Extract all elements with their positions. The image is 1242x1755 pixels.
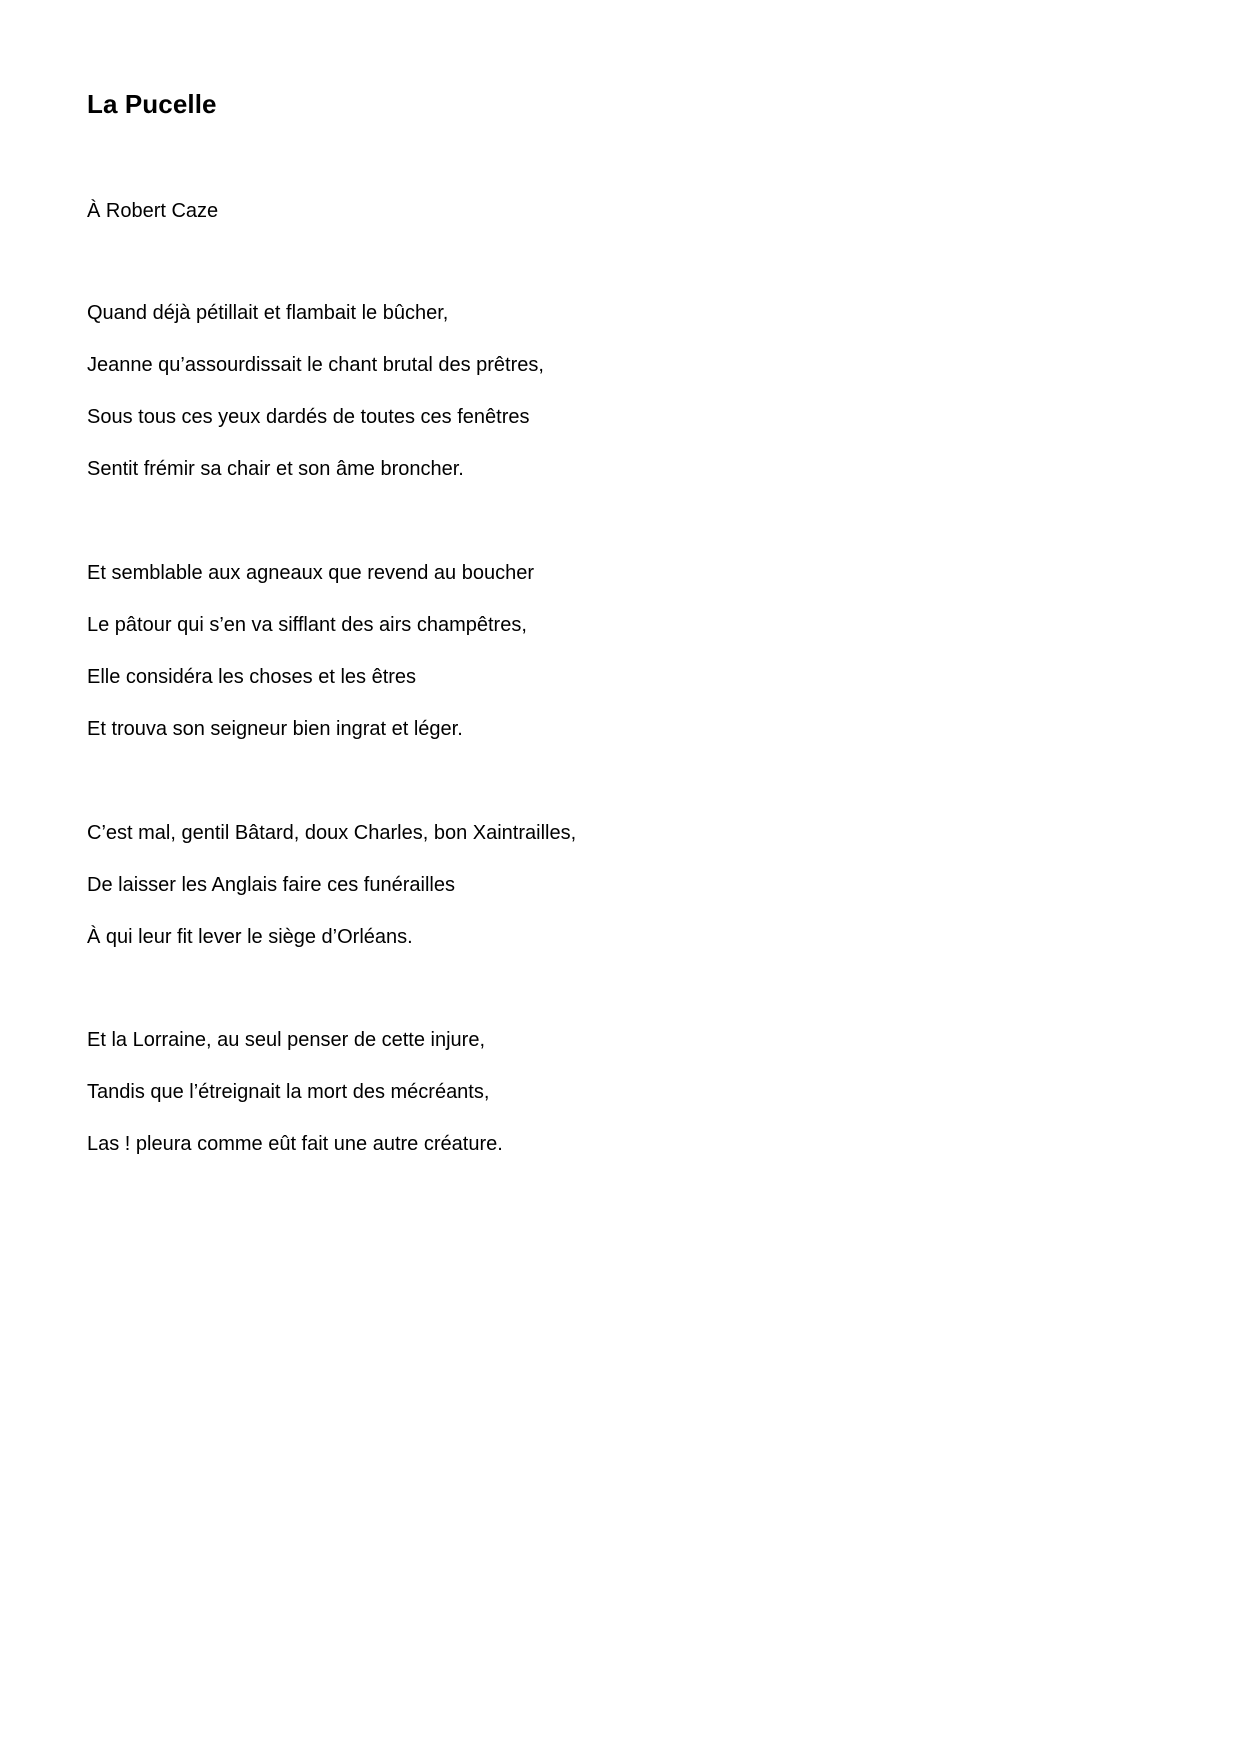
verse-line: Et trouva son seigneur bien ingrat et léger. — [87, 718, 463, 740]
stanza-2 — [87, 560, 534, 768]
poem-dedication: À Robert Caze — [87, 200, 219, 222]
verse-line: À qui leur fit lever le siège d’Orléans. — [87, 926, 413, 948]
verse-line: Et la Lorraine, au seul penser de cette injure, — [87, 1029, 486, 1051]
stanza-3 — [87, 820, 576, 976]
verse-line: Quand déjà pétillait et flambait le bûcher, — [87, 302, 449, 324]
verse-line: Le pâtour qui s’en va sifflant des airs champêtres, — [87, 614, 527, 636]
verse-line: Et semblable aux agneaux que revend au boucher — [87, 562, 534, 584]
verse-line: Tandis que l’étreignait la mort des mécréants, — [87, 1081, 490, 1103]
verse-line: De laisser les Anglais faire ces funérailles — [87, 874, 455, 896]
verse-line: Sous tous ces yeux dardés de toutes ces fenêtres — [87, 406, 530, 428]
verse-line: Jeanne qu’assourdissait le chant brutal des prêtres, — [87, 354, 544, 376]
stanza-1 — [87, 300, 544, 508]
stanza-4 — [87, 1027, 503, 1183]
verse-line: Sentit frémir sa chair et son âme broncher. — [87, 458, 464, 480]
poem-title: La Pucelle — [87, 89, 217, 119]
verse-line: Elle considéra les choses et les êtres — [87, 666, 417, 688]
verse-line: Las ! pleura comme eût fait une autre créature. — [87, 1133, 503, 1155]
verse-line: C’est mal, gentil Bâtard, doux Charles, bon Xaintrailles, — [87, 822, 577, 844]
